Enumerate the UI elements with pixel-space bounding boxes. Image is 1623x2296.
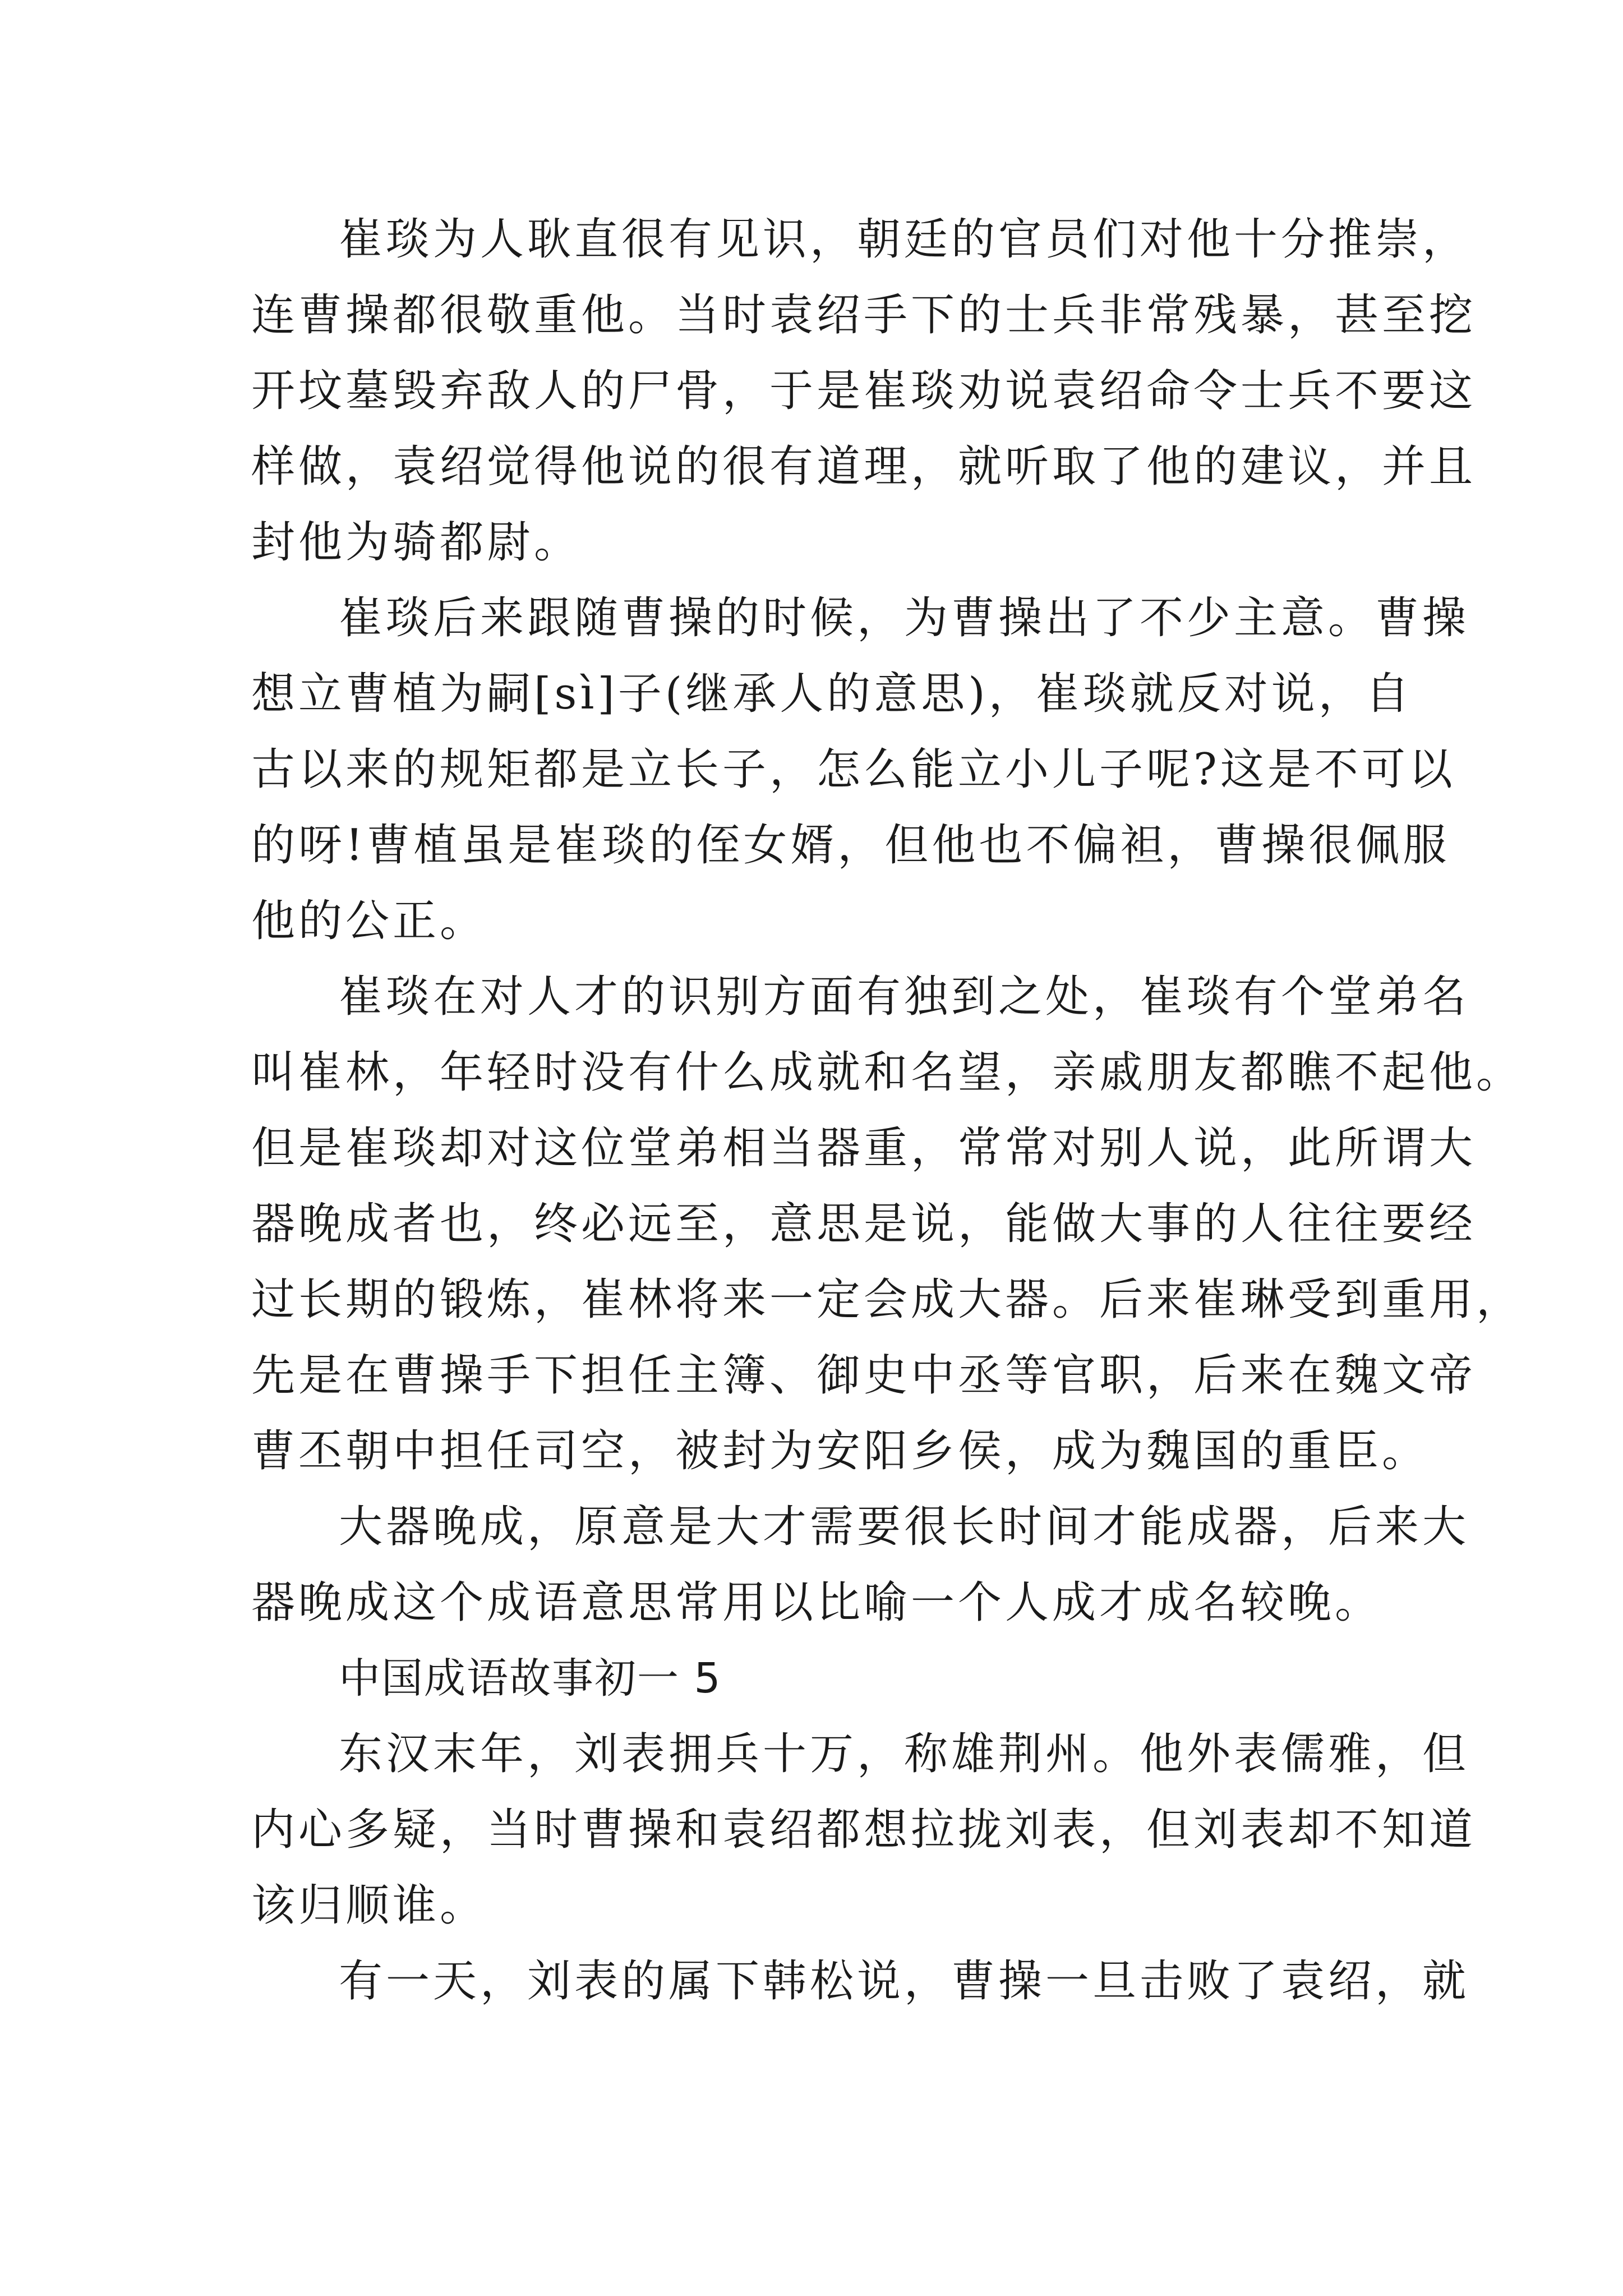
text-line: 古以来的规矩都是立长子，怎么能立小儿子呢?这是不可以 <box>251 744 1456 795</box>
text-line: 东汉末年，刘表拥兵十万，称雄荆州。他外表儒雅，但 <box>339 1729 1470 1779</box>
text-line: 器晚成这个成语意思常用以比喻一个人成才成名较晚。 <box>251 1577 1382 1628</box>
text-line: 过长期的锻炼，崔林将来一定会成大器。后来崔琳受到重用， <box>251 1274 1524 1325</box>
text-line: 样做，袁绍觉得他说的很有道理，就听取了他的建议，并且 <box>251 441 1477 492</box>
document-body <box>251 202 1524 2019</box>
paragraph-6 <box>251 1944 1470 2019</box>
text-line: 崔琰在对人才的识别方面有独到之处，崔琰有个堂弟名 <box>339 972 1470 1022</box>
section-heading: 中国成语故事初一 5 <box>339 1654 722 1703</box>
text-line: 连曹操都很敬重他。当时袁绍手下的士兵非常残暴，甚至挖 <box>251 290 1477 341</box>
paragraph-4 <box>251 1489 1470 1641</box>
text-line: 有一天，刘表的属下韩松说，曹操一旦击败了袁绍，就 <box>339 1956 1470 2007</box>
text-line: 崔琰后来跟随曹操的时候，为曹操出了不少主意。曹操 <box>339 593 1470 643</box>
text-line: 先是在曹操手下担任主簿、御史中丞等官职，后来在魏文帝 <box>251 1350 1477 1401</box>
text-line: 大器晚成，原意是大才需要很长时间才能成器，后来大 <box>339 1502 1470 1552</box>
paragraph-1 <box>251 202 1477 581</box>
text-line: 但是崔琰却对这位堂弟相当器重，常常对别人说，此所谓大 <box>251 1123 1477 1174</box>
text-line: 封他为骑都尉。 <box>251 517 582 568</box>
text-line: 该归顺谁。 <box>251 1880 487 1931</box>
text-line: 叫崔林，年轻时没有什么成就和名望，亲戚朋友都瞧不起他。 <box>251 1047 1524 1098</box>
text-line: 器晚成者也，终必远至，意思是说，能做大事的人往往要经 <box>251 1199 1477 1249</box>
text-line: 他的公正。 <box>251 896 487 946</box>
paragraph-2 <box>251 581 1470 959</box>
text-line: 内心多疑，当时曹操和袁绍都想拉拢刘表，但刘表却不知道 <box>251 1805 1477 1855</box>
paragraph-3 <box>251 959 1524 1489</box>
text-line: 的呀!曹植虽是崔琰的侄女婿，但他也不偏袒，曹操很佩服 <box>251 820 1450 871</box>
text-line: 曹丕朝中担任司空，被封为安阳乡侯，成为魏国的重臣。 <box>251 1426 1430 1476</box>
text-line: 想立曹植为嗣[sì]子(继承人的意思)，崔琰就反对说，自 <box>251 669 1413 719</box>
paragraph-5 <box>251 1717 1477 1944</box>
text-line: 开坟墓毁弃敌人的尸骨，于是崔琰劝说袁绍命令士兵不要这 <box>251 366 1477 416</box>
text-line: 崔琰为人耿直很有见识，朝廷的官员们对他十分推崇， <box>339 214 1470 265</box>
